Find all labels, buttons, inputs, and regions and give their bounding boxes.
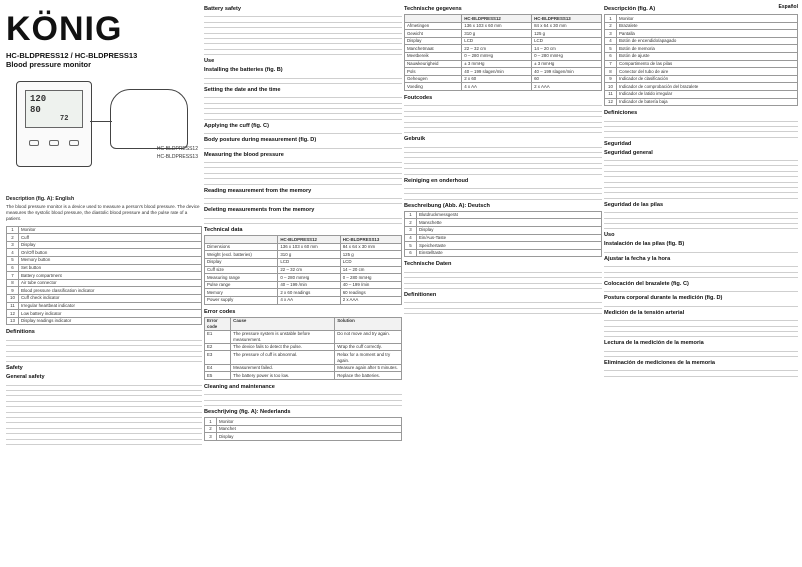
es-part-row bbox=[605, 98, 798, 106]
nl-part-label: Display bbox=[217, 433, 402, 441]
definitions-text bbox=[6, 337, 202, 363]
part-number: 10 bbox=[7, 294, 19, 302]
error-cell: Do not move and try again. bbox=[335, 330, 402, 343]
measure-heading: Measuring the blood pressure bbox=[204, 151, 284, 158]
tech-cell: 40 – 199 /min bbox=[340, 281, 401, 289]
screen-diastolic: 80 bbox=[30, 105, 41, 115]
part-label: Irregular heartbeat indicator bbox=[19, 302, 202, 310]
error-row bbox=[205, 364, 402, 372]
de-part-label: Einstelltaste bbox=[417, 249, 602, 257]
es-part-number: 10 bbox=[605, 83, 617, 91]
nl-tech-cell: 136 x 103 x 60 mm bbox=[462, 22, 532, 30]
intro-text: The blood pressure monitor is a device used to measure a person's blood pressure. The device measures the systolic blood pressure, the diastolic blood pressure and the pulse rate of a patient. bbox=[6, 204, 200, 222]
tech-row bbox=[205, 251, 402, 259]
model-number: HC-BLDPRESS12 / HC-BLDPRESS13 bbox=[6, 51, 138, 60]
spanish-measure-heading: Medición de la tensión arterial bbox=[604, 309, 685, 316]
language-label: Español bbox=[778, 4, 798, 10]
tech-row bbox=[205, 243, 402, 251]
spanish-date-text bbox=[604, 263, 798, 278]
nl-part-row bbox=[205, 433, 402, 441]
de-part-number: 3 bbox=[405, 226, 417, 234]
tech-header: HC-BLDPRESS13 bbox=[340, 236, 401, 244]
de-part-number: 4 bbox=[405, 234, 417, 242]
nl-part-number: 1 bbox=[205, 418, 217, 426]
es-part-row bbox=[605, 45, 798, 53]
screen-systolic: 120 bbox=[30, 94, 47, 104]
part-number: 7 bbox=[7, 272, 19, 280]
nl-tech-cell: 40 – 199 slagen/min bbox=[532, 68, 602, 76]
nl-tech-row bbox=[405, 37, 602, 45]
de-part-number: 5 bbox=[405, 242, 417, 250]
nl-tech-cell: 2 x AAA bbox=[532, 83, 602, 91]
de-part-label: Blutdruckmessgerät bbox=[417, 211, 602, 219]
part-number: 6 bbox=[7, 264, 19, 272]
german-definitions-text bbox=[404, 299, 602, 314]
error-row bbox=[205, 330, 402, 343]
spanish-use-heading: Uso bbox=[604, 232, 615, 239]
tech-cell: LCD bbox=[278, 258, 340, 266]
apply-cuff-heading: Applying the cuff (fig. C) bbox=[204, 122, 269, 129]
dutch-error-text bbox=[404, 102, 602, 133]
de-part-number: 2 bbox=[405, 219, 417, 227]
error-cell: Measure again after 5 minutes. bbox=[335, 364, 402, 372]
es-part-number: 4 bbox=[605, 37, 617, 45]
memory-button-illustration bbox=[29, 140, 39, 146]
part-row bbox=[7, 234, 202, 242]
error-cell: E3 bbox=[205, 351, 231, 364]
tech-cell: 22 – 32 cm bbox=[278, 266, 340, 274]
part-number: 4 bbox=[7, 249, 19, 257]
spanish-general-safety-text bbox=[604, 157, 798, 199]
nl-tech-cell: Manchetmaat bbox=[405, 45, 462, 53]
spanish-battery-text bbox=[604, 209, 798, 229]
part-row bbox=[7, 317, 202, 325]
es-part-row bbox=[605, 90, 798, 98]
nl-tech-cell: ± 3 mmHg bbox=[532, 60, 602, 68]
dutch-use-text bbox=[404, 144, 602, 175]
tech-row bbox=[205, 266, 402, 274]
es-part-row bbox=[605, 22, 798, 30]
column-1 bbox=[6, 0, 202, 567]
part-label: Battery compartment bbox=[19, 272, 202, 280]
spanish-install-heading: Instalación de las pilas (fig. B) bbox=[604, 241, 685, 248]
dutch-parts-table bbox=[204, 417, 402, 441]
spanish-parts-table bbox=[604, 14, 798, 106]
part-number: 12 bbox=[7, 310, 19, 318]
error-row bbox=[205, 372, 402, 380]
dutch-tech-table bbox=[404, 14, 602, 91]
error-cell: E1 bbox=[205, 330, 231, 343]
es-part-row bbox=[605, 68, 798, 76]
es-part-number: 9 bbox=[605, 75, 617, 83]
es-part-label: Indicador de batería baja bbox=[617, 98, 798, 106]
spanish-measure-text bbox=[604, 317, 798, 337]
es-part-row bbox=[605, 75, 798, 83]
spanish-reading-text bbox=[604, 348, 798, 357]
dutch-description-heading: Beschrijving (fig. A): Nederlands bbox=[204, 409, 291, 416]
part-row bbox=[7, 279, 202, 287]
nl-part-label: Monitor bbox=[217, 418, 402, 426]
de-part-row bbox=[405, 249, 602, 257]
tech-cell: 2 x AAA bbox=[340, 296, 401, 304]
es-part-number: 8 bbox=[605, 68, 617, 76]
es-part-number: 5 bbox=[605, 45, 617, 53]
es-part-label: Brazalete bbox=[617, 22, 798, 30]
german-parts-table bbox=[404, 211, 602, 258]
part-label: Cuff check indicator bbox=[19, 294, 202, 302]
nl-tech-row bbox=[405, 22, 602, 30]
de-part-label: Speichertaste bbox=[417, 242, 602, 250]
tech-cell: Power supply bbox=[205, 296, 278, 304]
column-2 bbox=[204, 0, 402, 567]
measure-text bbox=[204, 159, 402, 185]
part-label: Blood pressure classification indicator bbox=[19, 287, 202, 295]
tech-cell: Pulse range bbox=[205, 281, 278, 289]
error-cell: Relax for a moment and try again. bbox=[335, 351, 402, 364]
product-title: Blood pressure monitor bbox=[6, 60, 92, 69]
nl-tech-row bbox=[405, 45, 602, 53]
german-description-heading: Beschreibung (Abb. A): Deutsch bbox=[404, 202, 490, 209]
part-number: 3 bbox=[7, 241, 19, 249]
german-definitions-heading: Definitionen bbox=[404, 291, 437, 298]
error-cell: E5 bbox=[205, 372, 231, 380]
install-batteries-text bbox=[204, 75, 402, 84]
nl-tech-header: HC-BLDPRESS12 bbox=[462, 15, 532, 23]
part-row bbox=[7, 264, 202, 272]
spanish-delete-heading: Eliminación de mediciones de la memoria bbox=[604, 360, 715, 367]
air-tube-illustration bbox=[90, 121, 112, 122]
nl-tech-header bbox=[405, 15, 462, 23]
spanish-posture-heading: Postura corporal durante la medición (fig. D) bbox=[604, 295, 723, 302]
de-part-row bbox=[405, 242, 602, 250]
nl-tech-cell: 125 g bbox=[532, 30, 602, 38]
es-part-row bbox=[605, 15, 798, 23]
es-part-label: Pantalla bbox=[617, 30, 798, 38]
nl-tech-row bbox=[405, 75, 602, 83]
tech-cell: Memory bbox=[205, 289, 278, 297]
error-codes-heading: Error codes bbox=[204, 308, 236, 315]
device-illustration bbox=[6, 75, 202, 193]
caption-model-a: HC-BLDPRESS12 bbox=[156, 146, 198, 152]
de-part-row bbox=[405, 226, 602, 234]
tech-data-heading: Technical data bbox=[204, 227, 243, 234]
spanish-delete-text bbox=[604, 367, 798, 376]
date-time-heading: Setting the date and the time bbox=[204, 86, 281, 93]
part-row bbox=[7, 256, 202, 264]
error-cell: Wrap the cuff correctly. bbox=[335, 343, 402, 351]
spanish-description-heading: Descripción (fig. A) bbox=[604, 6, 656, 12]
spanish-safety-heading: Seguridad bbox=[604, 140, 632, 147]
general-safety-heading: General safety bbox=[6, 374, 45, 381]
tech-cell: 0 – 280 mmHg bbox=[340, 274, 401, 282]
spanish-date-heading: Ajustar la fecha y la hora bbox=[604, 255, 671, 262]
tech-cell: 84 x 64 x 30 mm bbox=[340, 243, 401, 251]
tech-cell: 4 x AA bbox=[278, 296, 340, 304]
es-part-row bbox=[605, 52, 798, 60]
es-part-label: Indicador de clasificación bbox=[617, 75, 798, 83]
part-label: Air tube connector bbox=[19, 279, 202, 287]
tech-cell: Dimensions bbox=[205, 243, 278, 251]
es-part-number: 2 bbox=[605, 22, 617, 30]
posture-text bbox=[204, 145, 402, 149]
es-part-label: Monitor bbox=[617, 15, 798, 23]
error-cell: Measurement failed. bbox=[231, 364, 335, 372]
error-cell: E2 bbox=[205, 343, 231, 351]
nl-part-row bbox=[205, 418, 402, 426]
tech-cell: Weight (excl. batteries) bbox=[205, 251, 278, 259]
de-part-row bbox=[405, 234, 602, 242]
brand-logo: KÖNIG bbox=[6, 10, 123, 48]
tech-cell: 125 g bbox=[340, 251, 401, 259]
nl-tech-cell: LCD bbox=[462, 37, 532, 45]
nl-tech-cell: 84 x 64 x 30 mm bbox=[532, 22, 602, 30]
power-button-illustration bbox=[69, 140, 79, 146]
nl-tech-cell: Geheugen bbox=[405, 75, 462, 83]
error-header: Solution bbox=[335, 317, 402, 330]
screen-pulse: 72 bbox=[60, 115, 69, 123]
error-cell: The device fails to detect the pulse. bbox=[231, 343, 335, 351]
column-4 bbox=[604, 0, 798, 567]
part-label: Low battery indicator bbox=[19, 310, 202, 318]
es-part-label: Indicador de comprobación del brazalete bbox=[617, 83, 798, 91]
error-header: Error code bbox=[205, 317, 231, 330]
de-part-label: Ein/Aus-Taste bbox=[417, 234, 602, 242]
part-row bbox=[7, 302, 202, 310]
tech-cell: 136 x 103 x 60 mm bbox=[278, 243, 340, 251]
tech-cell: 0 – 280 mmHg bbox=[278, 274, 340, 282]
nl-tech-cell: 22 – 32 cm bbox=[462, 45, 532, 53]
nl-tech-cell: Afmetingen bbox=[405, 22, 462, 30]
tech-row bbox=[205, 289, 402, 297]
tech-row bbox=[205, 258, 402, 266]
tech-cell: Cuff size bbox=[205, 266, 278, 274]
nl-tech-row bbox=[405, 83, 602, 91]
error-cell: The pressure of cuff is abnormal. bbox=[231, 351, 335, 364]
part-row bbox=[7, 241, 202, 249]
es-part-row bbox=[605, 83, 798, 91]
error-cell: Replace the batteries. bbox=[335, 372, 402, 380]
general-safety-text bbox=[6, 382, 202, 445]
nl-tech-cell: Voeding bbox=[405, 83, 462, 91]
monitor-illustration bbox=[16, 81, 92, 167]
part-row bbox=[7, 249, 202, 257]
tech-cell: 60 readings bbox=[340, 289, 401, 297]
es-part-number: 6 bbox=[605, 52, 617, 60]
spanish-install-text bbox=[604, 249, 798, 253]
tech-cell: 14 – 20 cm bbox=[340, 266, 401, 274]
part-number: 13 bbox=[7, 317, 19, 325]
error-cell: E4 bbox=[205, 364, 231, 372]
tech-row bbox=[205, 296, 402, 304]
de-part-number: 1 bbox=[405, 211, 417, 219]
nl-tech-row bbox=[405, 52, 602, 60]
es-part-label: Compartimento de las pilas bbox=[617, 60, 798, 68]
nl-tech-cell: ± 3 mmHg bbox=[462, 60, 532, 68]
part-row bbox=[7, 272, 202, 280]
nl-tech-cell: Nauwkeurigheid bbox=[405, 60, 462, 68]
tech-header bbox=[205, 236, 278, 244]
install-batteries-heading: Installing the batteries (fig. B) bbox=[204, 67, 283, 74]
part-label: Memory button bbox=[19, 256, 202, 264]
error-row bbox=[205, 351, 402, 364]
part-number: 5 bbox=[7, 256, 19, 264]
nl-tech-cell: 2 x 60 bbox=[462, 75, 532, 83]
error-row bbox=[205, 343, 402, 351]
german-tech-heading: Technische Daten bbox=[404, 261, 452, 268]
nl-tech-header: HC-BLDPRESS13 bbox=[532, 15, 602, 23]
tech-cell: Measuring range bbox=[205, 274, 278, 282]
parts-table bbox=[6, 226, 202, 326]
posture-heading: Body posture during measurement (fig. D) bbox=[204, 137, 317, 144]
nl-tech-cell: Meetbereik bbox=[405, 52, 462, 60]
tech-cell: LCD bbox=[340, 258, 401, 266]
nl-tech-cell: 4 x AA bbox=[462, 83, 532, 91]
apply-cuff-text bbox=[204, 130, 402, 134]
date-time-text bbox=[204, 94, 402, 120]
definitions-heading: Definitions bbox=[6, 329, 35, 336]
spanish-cuff-heading: Colocación del brazalete (fig. C) bbox=[604, 280, 689, 287]
nl-tech-cell: Display bbox=[405, 37, 462, 45]
part-row bbox=[7, 287, 202, 295]
part-label: Set button bbox=[19, 264, 202, 272]
part-number: 9 bbox=[7, 287, 19, 295]
part-row bbox=[7, 294, 202, 302]
cuff-illustration bbox=[110, 89, 188, 149]
part-number: 2 bbox=[7, 234, 19, 242]
es-part-label: Conector del tubo de aire bbox=[617, 68, 798, 76]
de-part-label: Display bbox=[417, 226, 602, 234]
nl-tech-cell: 14 – 20 cm bbox=[532, 45, 602, 53]
es-part-row bbox=[605, 37, 798, 45]
dutch-cleaning-text bbox=[404, 185, 602, 200]
tech-cell: 2 x 60 readings bbox=[278, 289, 340, 297]
nl-part-label: Manchet bbox=[217, 425, 402, 433]
de-part-label: Manschette bbox=[417, 219, 602, 227]
spanish-posture-text bbox=[604, 303, 798, 307]
illustration-caption bbox=[157, 145, 198, 161]
set-button-illustration bbox=[49, 140, 59, 146]
part-row bbox=[7, 226, 202, 234]
safety-heading: Safety bbox=[6, 365, 23, 372]
german-tech-text bbox=[404, 269, 602, 289]
part-label: Cuff bbox=[19, 234, 202, 242]
description-caption: Description (fig. A): English bbox=[6, 196, 75, 202]
nl-tech-cell: Pols bbox=[405, 68, 462, 76]
delete-memory-text bbox=[204, 215, 402, 224]
es-part-label: Botón de encendido/apagado bbox=[617, 37, 798, 45]
nl-part-number: 2 bbox=[205, 425, 217, 433]
nl-part-number: 3 bbox=[205, 433, 217, 441]
spanish-definitions-heading: Definiciones bbox=[604, 110, 638, 117]
display-illustration bbox=[25, 90, 83, 128]
tech-cell: Display bbox=[205, 258, 278, 266]
part-label: Display readings indicator bbox=[19, 317, 202, 325]
tech-data-table bbox=[204, 235, 402, 304]
nl-tech-cell: Gewicht bbox=[405, 30, 462, 38]
part-number: 1 bbox=[7, 226, 19, 234]
tech-cell: 40 – 199 /min bbox=[278, 281, 340, 289]
es-part-number: 3 bbox=[605, 30, 617, 38]
es-part-number: 12 bbox=[605, 98, 617, 106]
es-part-number: 11 bbox=[605, 90, 617, 98]
cleaning-heading: Cleaning and maintenance bbox=[204, 383, 275, 390]
es-part-row bbox=[605, 30, 798, 38]
de-part-row bbox=[405, 211, 602, 219]
dutch-error-heading: Foutcodes bbox=[404, 94, 433, 101]
es-part-label: Indicador de latido irregular bbox=[617, 90, 798, 98]
es-part-number: 1 bbox=[605, 15, 617, 23]
tech-row bbox=[205, 274, 402, 282]
caption-model-b: HC-BLDPRESS13 bbox=[156, 154, 198, 160]
part-row bbox=[7, 310, 202, 318]
es-part-label: Botón de ajuste bbox=[617, 52, 798, 60]
dutch-tech-heading: Technische gegevens bbox=[404, 6, 462, 12]
part-label: Monitor bbox=[19, 226, 202, 234]
battery-safety-text bbox=[204, 13, 402, 55]
nl-tech-row bbox=[405, 68, 602, 76]
nl-tech-cell: 40 – 199 slagen/min bbox=[462, 68, 532, 76]
part-label: On/Off button bbox=[19, 249, 202, 257]
nl-part-row bbox=[205, 425, 402, 433]
spanish-definitions-text bbox=[604, 118, 798, 138]
tech-row bbox=[205, 281, 402, 289]
es-part-number: 7 bbox=[605, 60, 617, 68]
tech-cell: 310 g bbox=[278, 251, 340, 259]
delete-memory-heading: Deleting measurements from the memory bbox=[204, 207, 315, 214]
part-number: 11 bbox=[7, 302, 19, 310]
es-part-row bbox=[605, 60, 798, 68]
cleaning-text bbox=[204, 391, 402, 406]
spanish-general-safety-heading: Seguridad general bbox=[604, 149, 653, 156]
spanish-reading-heading: Lectura de la medición de la memoria bbox=[604, 340, 704, 347]
error-cell: The battery power is too low. bbox=[231, 372, 335, 380]
es-part-label: Botón de memoria bbox=[617, 45, 798, 53]
dutch-cleaning-heading: Reiniging en onderhoud bbox=[404, 177, 469, 184]
reading-memory-text bbox=[204, 195, 402, 204]
column-3 bbox=[404, 0, 602, 567]
part-number: 8 bbox=[7, 279, 19, 287]
tech-header: HC-BLDPRESS12 bbox=[278, 236, 340, 244]
nl-tech-cell: 310 g bbox=[462, 30, 532, 38]
spanish-cuff-text bbox=[604, 288, 798, 292]
nl-tech-row bbox=[405, 60, 602, 68]
nl-tech-cell: LCD bbox=[532, 37, 602, 45]
nl-tech-cell: 60 bbox=[532, 75, 602, 83]
nl-tech-cell: 0 – 280 mmHg bbox=[462, 52, 532, 60]
part-label: Display bbox=[19, 241, 202, 249]
spanish-battery-heading: Seguridad de las pilas bbox=[604, 201, 664, 208]
de-part-row bbox=[405, 219, 602, 227]
error-header: Cause bbox=[231, 317, 335, 330]
error-cell: The pressure system is unstable before measurement. bbox=[231, 330, 335, 343]
nl-tech-row bbox=[405, 30, 602, 38]
de-part-number: 6 bbox=[405, 249, 417, 257]
use-heading: Use bbox=[204, 58, 215, 65]
battery-safety-heading: Battery safety bbox=[204, 6, 241, 12]
dutch-use-heading: Gebruik bbox=[404, 136, 426, 143]
nl-tech-cell: 0 – 280 mmHg bbox=[532, 52, 602, 60]
reading-memory-heading: Reading measurement from the memory bbox=[204, 187, 312, 194]
error-codes-table bbox=[204, 317, 402, 380]
